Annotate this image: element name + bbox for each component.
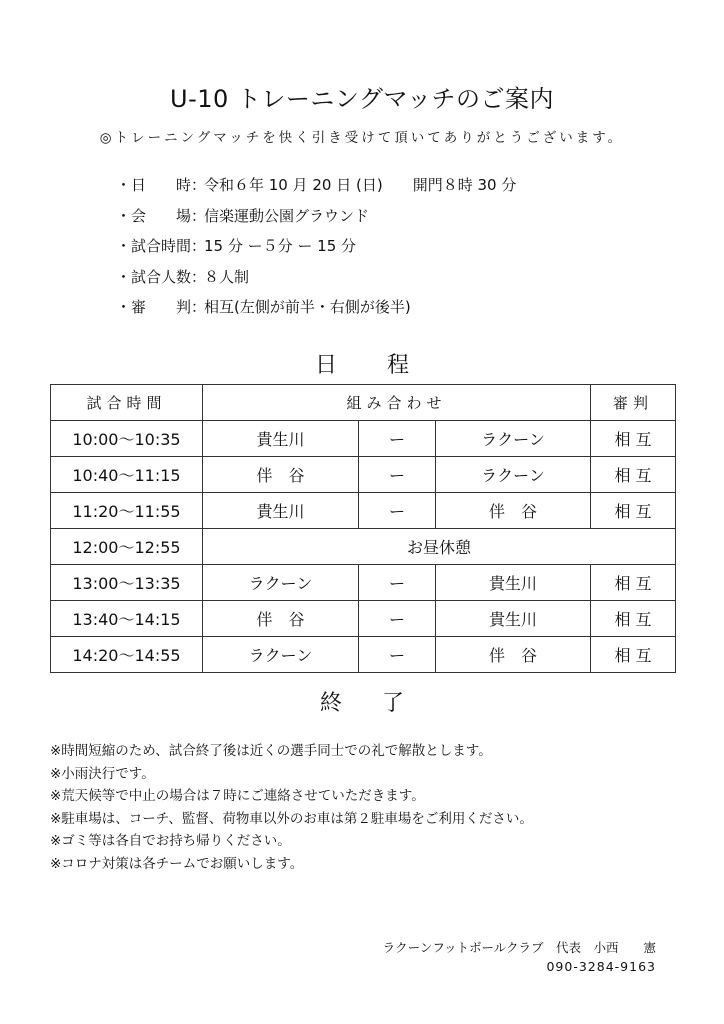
info-label: ・日 時： [116, 176, 207, 194]
cell-team-a: ラクーン [203, 565, 359, 601]
cell-time: 14:20～14:55 [51, 637, 203, 673]
cell-team-b: ラクーン [436, 457, 591, 493]
note-item: ※荒天候等で中止の場合は７時にご連絡させていただきます。 [50, 788, 425, 804]
note-item: ※駐車場は、コーチ、監督、荷物車以外のお車は第２駐車場をご利用ください。 [50, 810, 533, 827]
greeting-text: ◎トレーニングマッチを快く引き受けて頂いてありがとうございます。 [99, 130, 625, 146]
cell-separator: ー [359, 637, 436, 673]
cell-referee: 相 互 [591, 421, 676, 457]
cell-separator: ー [359, 493, 436, 529]
cell-team-b: 貴生川 [436, 565, 591, 601]
cell-separator: ー [359, 457, 436, 493]
cell-break: お昼休憩 [203, 529, 676, 565]
info-label: ・試合人数： [116, 267, 207, 286]
cell-time: 13:00～13:35 [51, 565, 203, 601]
info-value: 信楽運動公園グラウンド [204, 206, 370, 225]
schedule-heading: 日程 [314, 353, 459, 378]
cell-referee: 相 互 [591, 565, 676, 601]
note-item: ※コロナ対策は各チームでお願いします。 [50, 855, 304, 872]
cell-separator: ー [359, 421, 436, 457]
table-row [51, 421, 676, 457]
cell-team-a: 貴生川 [203, 493, 359, 529]
info-row-venue [116, 205, 516, 236]
table-row [51, 601, 676, 637]
table-row [51, 565, 676, 601]
info-label: ・試合時間： [116, 237, 207, 255]
info-row-match-time [116, 235, 516, 266]
info-row-players [116, 266, 516, 297]
cell-time: 12:00～12:55 [51, 529, 203, 565]
table-row [51, 637, 676, 673]
info-value: 相互(左側が前半・右側が後半) [204, 298, 411, 316]
header-match: 組み合わせ [203, 385, 591, 421]
header-time: 試合時間 [51, 385, 203, 421]
cell-team-a: ラクーン [203, 637, 359, 673]
header-referee: 審判 [591, 385, 676, 421]
cell-referee: 相 互 [591, 457, 676, 493]
cell-time: 10:00～10:35 [51, 421, 203, 457]
cell-separator: ー [359, 565, 436, 601]
end-heading: 終了 [319, 691, 444, 716]
footer-organization: ラクーンフットボールクラブ 代表 小西 憲 [382, 940, 656, 955]
table-header-row [51, 385, 676, 421]
note-item: ※小雨決行です。 [50, 765, 155, 782]
event-info [116, 174, 516, 327]
cell-separator: ー [359, 601, 436, 637]
cell-team-b: 伴 谷 [436, 637, 591, 673]
cell-team-a: 伴 谷 [203, 457, 359, 493]
cell-time: 13:40～14:15 [51, 601, 203, 637]
cell-team-a: 貴生川 [203, 421, 359, 457]
cell-team-a: 伴 谷 [203, 601, 359, 637]
cell-time: 10:40～11:15 [51, 457, 203, 493]
footer-contact [383, 938, 656, 976]
info-row-date [116, 174, 516, 205]
info-label: ・審 判： [116, 298, 207, 316]
footer-phone: 090-3284-9163 [546, 959, 656, 974]
table-row [51, 493, 676, 529]
table-row [51, 457, 676, 493]
cell-referee: 相 互 [591, 493, 676, 529]
info-label: ・会 場： [116, 206, 207, 225]
notes-list [50, 740, 533, 875]
info-row-referee [116, 296, 516, 327]
page-title: U-10 トレーニングマッチのご案内 [170, 85, 554, 113]
table-row-break [51, 529, 676, 565]
note-item: ※ゴミ等は各自でお持ち帰りください。 [50, 833, 291, 849]
note-item: ※時間短縮のため、試合終了後は近くの選手同士での礼で解散とします。 [50, 743, 492, 759]
schedule-table [50, 384, 676, 673]
cell-team-b: 伴 谷 [436, 493, 591, 529]
cell-team-b: ラクーン [436, 421, 591, 457]
cell-referee: 相 互 [591, 637, 676, 673]
info-value: 令和６年 10 月 20 日 (日) 開門８時 30 分 [204, 176, 517, 194]
cell-referee: 相 互 [591, 601, 676, 637]
info-value: ８人制 [204, 267, 250, 286]
info-value: 15 分 ー５分 ー 15 分 [204, 237, 357, 255]
cell-team-b: 貴生川 [436, 601, 591, 637]
cell-time: 11:20～11:55 [51, 493, 203, 529]
